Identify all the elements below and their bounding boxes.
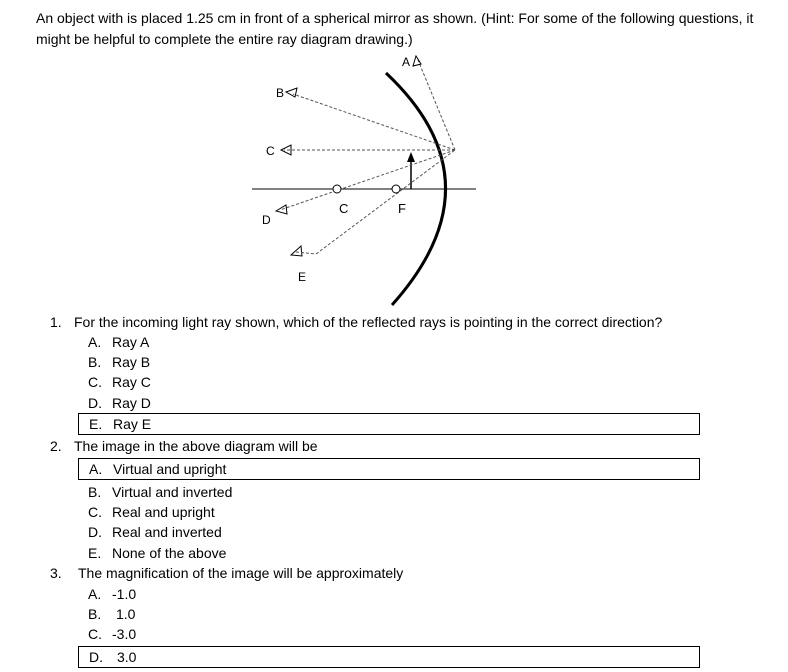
q3-option-b[interactable]: B. 1.0 [88,606,136,622]
label-b: B [276,86,285,100]
label-d: D [262,213,271,227]
q2-option-d[interactable]: D. Real and inverted [88,524,222,540]
ray-b-arrowhead [286,88,297,97]
label-e: E [298,270,307,284]
q2-option-b[interactable]: B. Virtual and inverted [88,484,233,500]
q3-option-d-selected[interactable]: D. 3.0 [78,646,700,668]
ray-a-arrowhead [413,56,421,66]
object-arrowhead [407,152,415,162]
ray-d-arrowhead [276,205,287,214]
label-center: C [339,201,349,216]
q1-option-c[interactable]: C. Ray C [88,374,151,390]
question-3-number: 3. [50,565,62,581]
q1-option-e-selected[interactable]: E. Ray E [78,413,700,435]
ray-e-arrowhead [291,246,302,256]
ray-b [293,94,455,150]
question-3-text: The magnification of the image will be approximately [78,565,404,581]
question-2-number: 2. [50,438,62,454]
q1-option-a[interactable]: A. Ray A [88,334,150,350]
q2-option-e[interactable]: E. None of the above [88,545,227,561]
q1-option-d[interactable]: D. Ray D [88,395,151,411]
intro-text: An object with is placed 1.25 cm in front of a spherical mirror as shown. (Hint: For some of the following questions, it might be helpful to complete the entire ray diagram drawing.) [36,10,754,47]
center-point [333,185,341,193]
label-a: A [402,55,411,69]
label-focal: F [398,201,406,216]
question-1 [50,312,662,332]
question-3 [50,563,403,583]
question-1-number: 1. [50,314,62,330]
ray-e [296,252,316,254]
question-1-text: For the incoming light ray shown, which of the reflected rays is pointing in the correct direction? [74,314,663,330]
q1-option-b[interactable]: B. Ray B [88,354,151,370]
question-2 [50,436,318,456]
q3-option-a[interactable]: A. -1.0 [88,586,137,602]
q2-option-c[interactable]: C. Real and upright [88,504,215,520]
q3-option-c[interactable]: C. -3.0 [88,626,137,642]
question-2-text: The image in the above diagram will be [74,438,318,454]
label-c-ray: C [266,144,275,158]
ray-d [280,150,455,210]
ray-a [418,60,455,150]
q2-option-a-selected[interactable]: A. Virtual and upright [78,458,700,480]
focal-point [392,185,400,193]
ray-diagram [0,0,788,320]
